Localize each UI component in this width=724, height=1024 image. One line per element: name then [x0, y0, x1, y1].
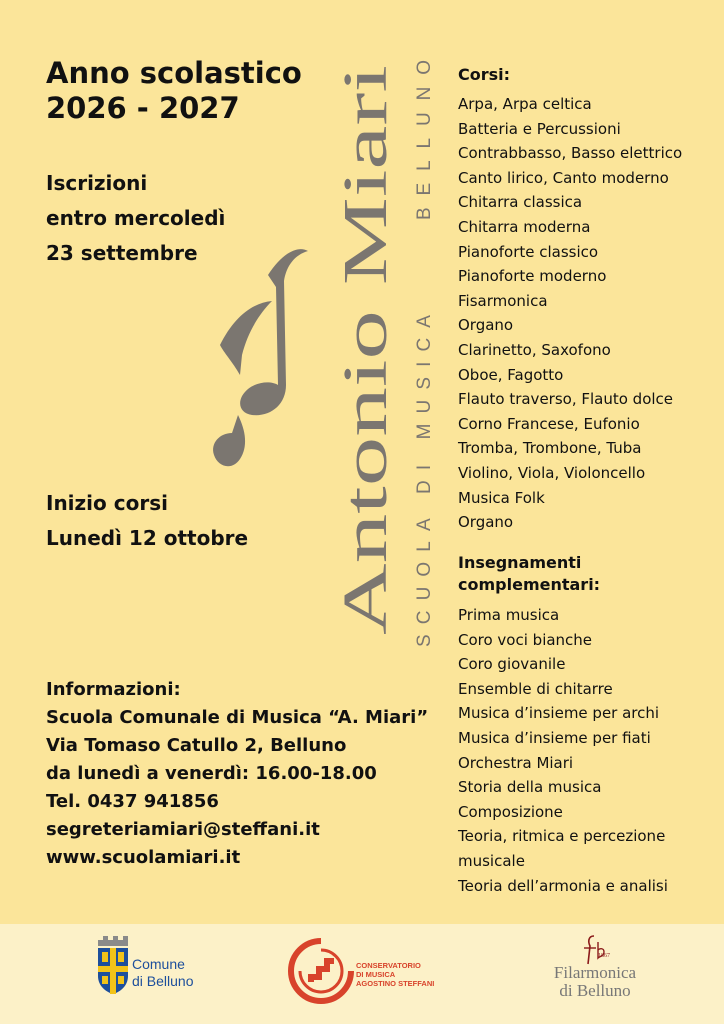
filarmonica-line-2: di Belluno — [559, 981, 631, 1000]
contact-info — [46, 676, 428, 872]
title-line-1: Anno scolastico — [46, 56, 302, 90]
conservatorio-line-3: AGOSTINO STEFFANI — [356, 979, 435, 988]
list-item: Oboe, Fagotto — [458, 365, 564, 384]
courses-list — [458, 92, 718, 535]
comune-line-2: di Belluno — [132, 973, 194, 989]
info-heading: Informazioni: — [46, 679, 181, 700]
list-item: Tromba, Trombone, Tuba — [458, 439, 642, 458]
info-email[interactable]: segreteriamiari@steffani.it — [46, 819, 320, 840]
logo-city: BELLUNO — [414, 60, 435, 220]
list-item: Fisarmonica — [458, 291, 548, 310]
start-line-2: Lunedì 12 ottobre — [46, 526, 249, 550]
complementary-heading-line-1: Insegnamenti — [458, 553, 582, 572]
music-note-icon — [213, 249, 308, 466]
logo-name: Antonio Miari — [332, 278, 400, 635]
list-item: Corno Francese, Eufonio — [458, 414, 640, 433]
list-item: Flauto traverso, Flauto dolce — [458, 390, 674, 409]
list-item: Canto lirico, Canto moderno — [458, 168, 669, 187]
list-item: Chitarra classica — [458, 193, 583, 212]
list-item: Organo — [458, 513, 514, 532]
complementary-list — [458, 603, 718, 898]
list-item: Clarinetto, Saxofono — [458, 340, 611, 359]
info-website[interactable]: www.scuolamiari.it — [46, 847, 241, 868]
list-item: Composizione — [458, 802, 563, 821]
complementary-heading-line-2: complementari: — [458, 575, 601, 594]
filarmonica-logo-icon — [578, 934, 608, 966]
comune-name — [132, 956, 194, 990]
conservatorio-name — [356, 961, 434, 988]
title-line-2: 2026 - 2027 — [46, 91, 240, 125]
list-item: Chitarra moderna — [458, 217, 591, 236]
list-item: Storia della musica — [458, 778, 602, 797]
city-crest-icon — [98, 936, 128, 994]
list-item: Batteria e Percussioni — [458, 119, 621, 138]
list-item: Teoria dell’armonia e analisi — [458, 876, 668, 895]
info-phone[interactable]: Tel. 0437 941856 — [46, 791, 219, 812]
list-item: Pianoforte classico — [458, 242, 599, 261]
list-item: Musica d’insieme per fiati — [458, 728, 651, 747]
comune-line-1: Comune — [132, 956, 185, 972]
school-logo — [190, 55, 450, 655]
enrollment-line-2: entro mercoledì — [46, 206, 226, 230]
conservatorio-line-1: CONSERVATORIO — [356, 961, 421, 970]
complementary-section — [458, 552, 718, 898]
list-item: Teoria, ritmica e percezione musicale — [458, 827, 666, 870]
list-item: Musica d’insieme per archi — [458, 704, 660, 723]
list-item: Prima musica — [458, 606, 560, 624]
list-item: Coro voci bianche — [458, 630, 593, 649]
enrollment-line-3: 23 settembre — [46, 241, 198, 265]
enrollment-line-1: Iscrizioni — [46, 171, 148, 195]
info-address: Via Tomaso Catullo 2, Belluno — [46, 735, 347, 756]
filarmonica-line-1: Filarmonica — [553, 963, 637, 982]
list-item: Coro giovanile — [458, 655, 566, 674]
list-item: Pianoforte moderno — [458, 267, 607, 286]
list-item: Contrabbasso, Basso elettrico — [458, 144, 683, 163]
conservatorio-logo-icon — [288, 938, 354, 1004]
conservatorio-line-2: DI MUSICA — [356, 970, 396, 979]
complementary-heading — [458, 552, 718, 596]
list-item: Arpa, Arpa celtica — [458, 95, 592, 113]
list-item: Orchestra Miari — [458, 753, 574, 772]
start-line-1: Inizio corsi — [46, 491, 168, 515]
list-item: Organo — [458, 316, 514, 335]
filarmonica-name — [540, 964, 650, 1000]
courses-section — [458, 64, 718, 535]
info-hours: da lunedì a venerdì: 16.00-18.00 — [46, 763, 377, 784]
courses-heading: Corsi: — [458, 65, 511, 84]
list-item: Musica Folk — [458, 488, 545, 507]
list-item: Violino, Viola, Violoncello — [458, 463, 646, 482]
list-item: Ensemble di chitarre — [458, 679, 613, 698]
logo-subtitle: SCUOLA DI MUSICA — [414, 315, 435, 647]
info-school: Scuola Comunale di Musica “A. Miari” — [46, 707, 429, 728]
filarmonica-year: 1867 — [598, 953, 610, 959]
